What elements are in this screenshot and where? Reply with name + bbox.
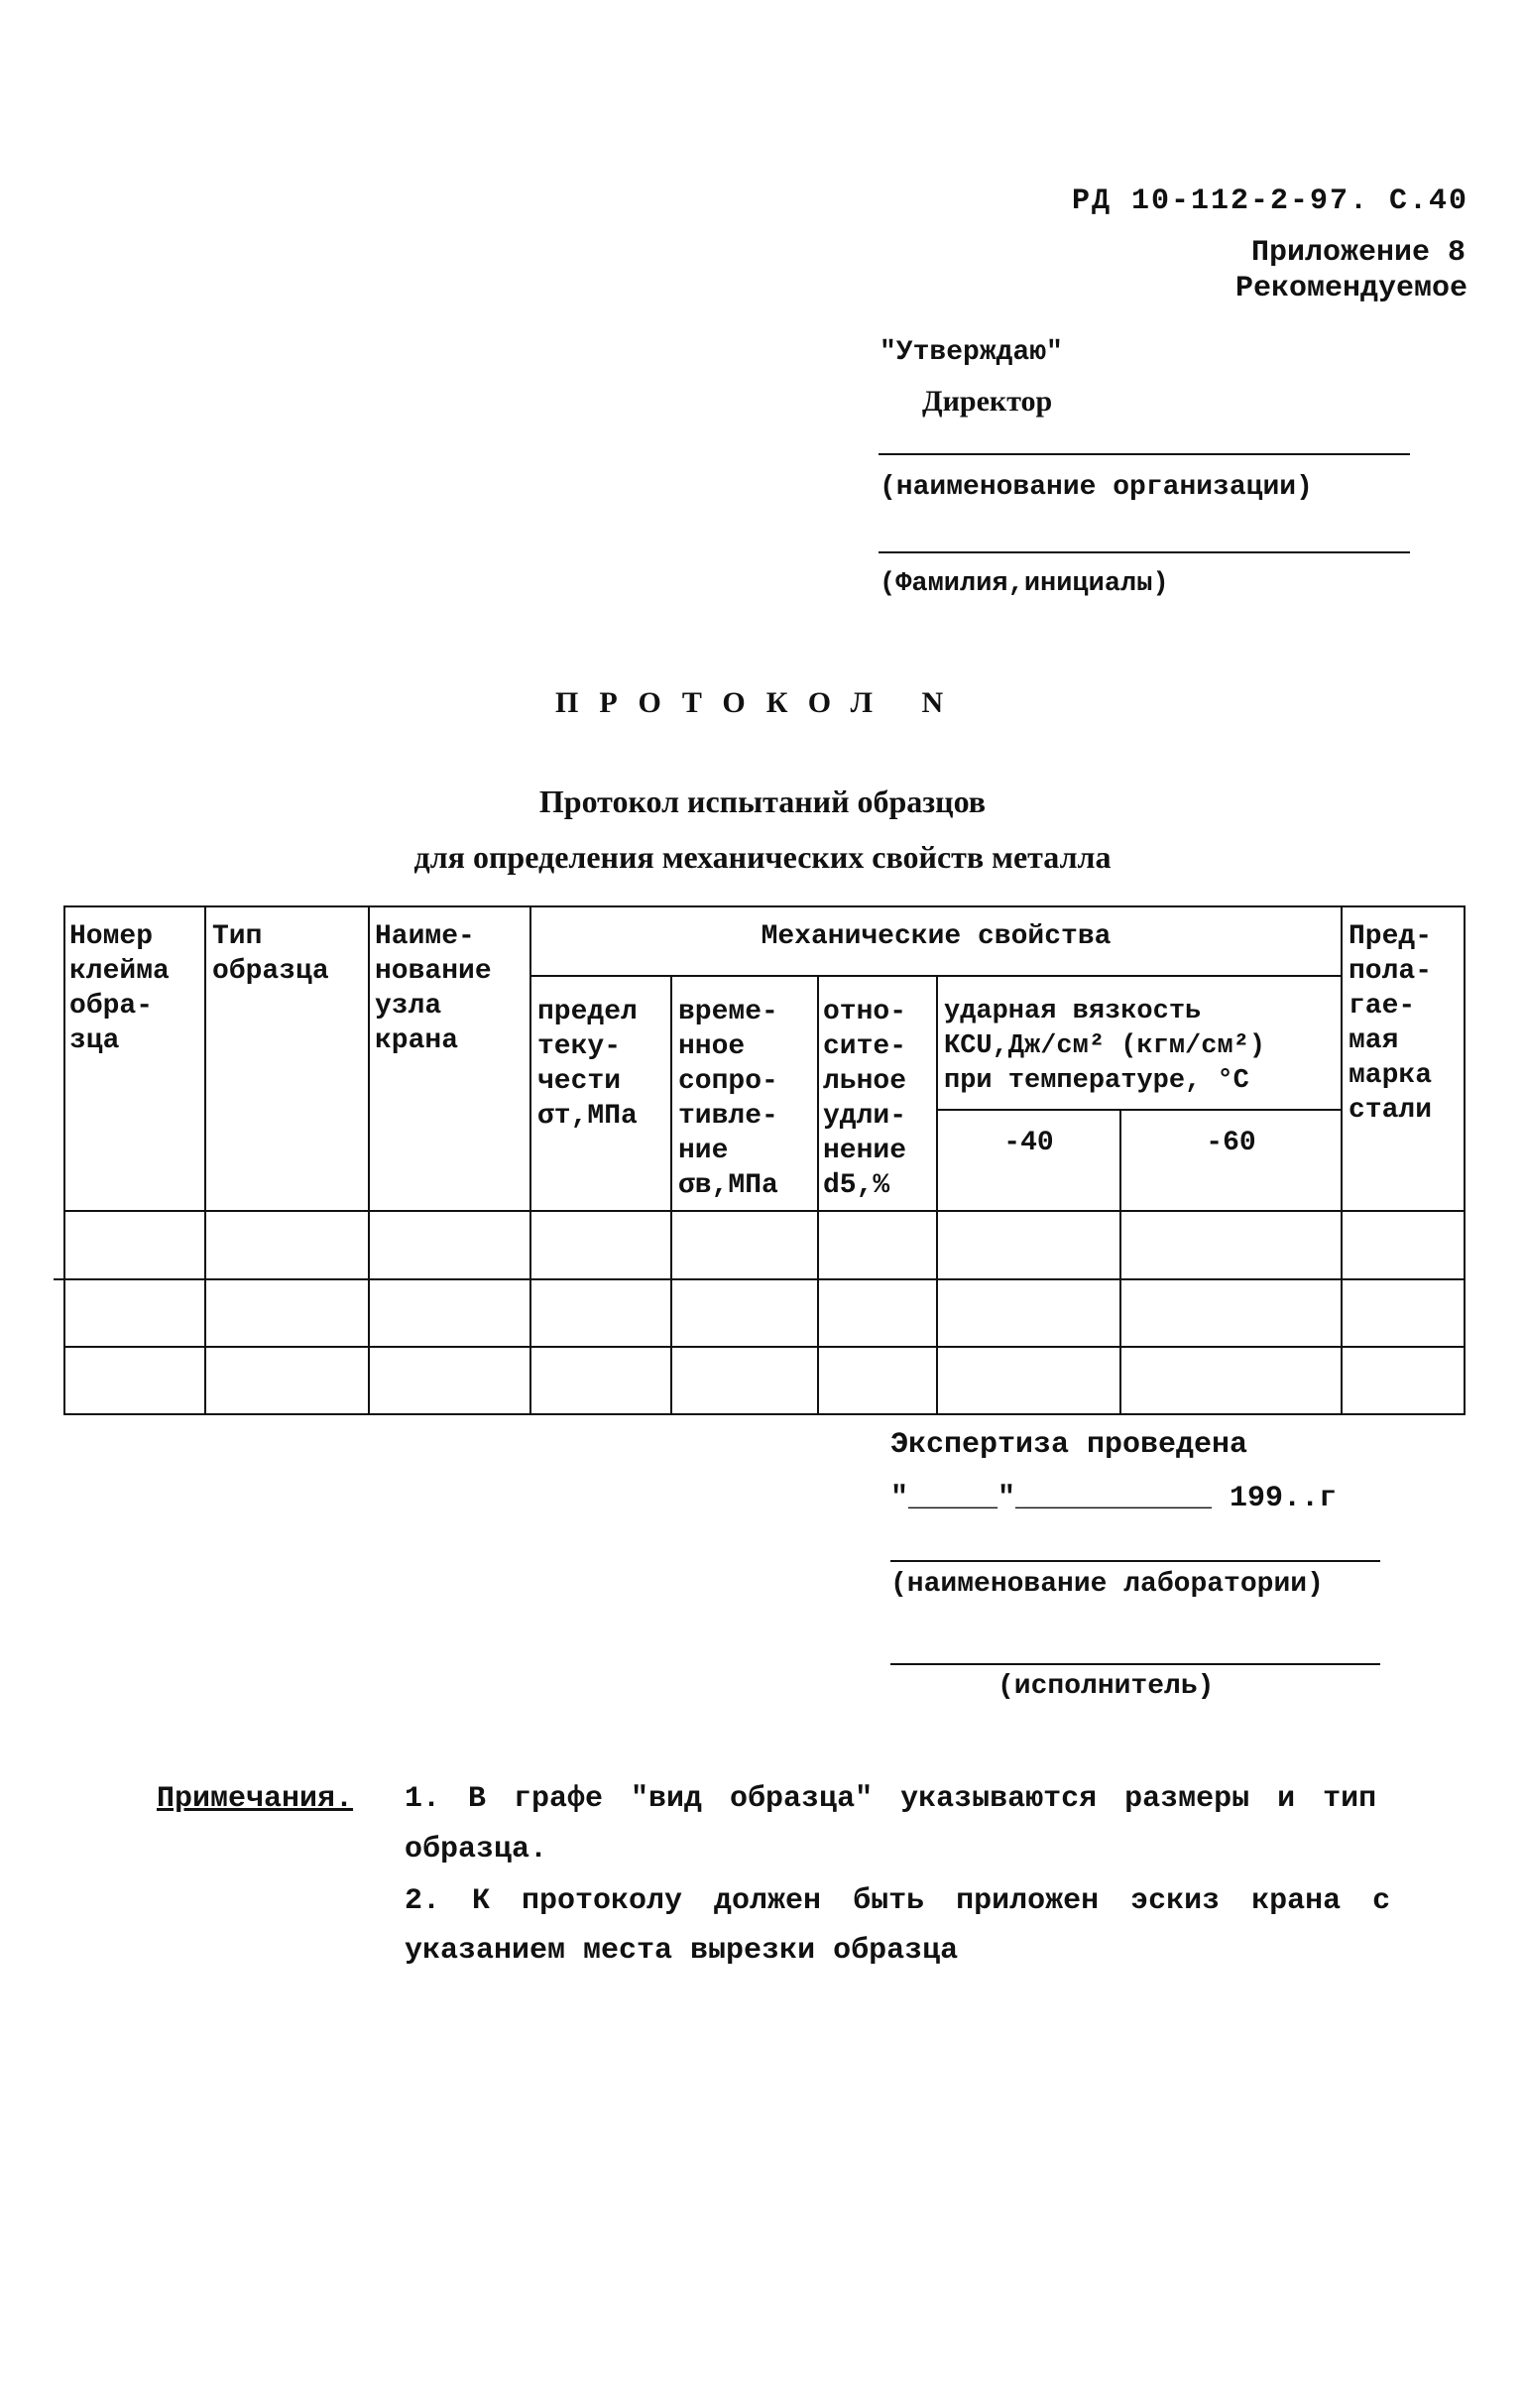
col-divider [204,905,206,1415]
header-temp-minus-60: -60 [1206,1128,1256,1158]
temperature-divider [936,1109,1341,1111]
recommended-label: Рекомендуемое [1234,272,1467,305]
approve-label: "Утверждаю" [880,337,1063,368]
expertise-title: Экспертиза проведена [890,1428,1248,1462]
name-caption: (Фамилия,инициалы) [880,569,1169,599]
header-impact-toughness: ударная вязкость КСU,Дж/см² (кгм/см²) при температуре, °С [944,997,1266,1096]
header-mark-number: Номер клейма обра- зца [69,921,170,1056]
director-label: Директор [922,385,1053,418]
name-line [879,551,1410,553]
organization-caption: (наименование организации) [880,472,1313,503]
executor-line [890,1663,1380,1665]
row-divider [63,1346,1466,1348]
header-crane-node: Наиме- нование узла крана [375,921,492,1056]
laboratory-caption: (наименование лаборатории) [890,1569,1324,1600]
document-code: РД 10-112-2-97. С.40 [1071,184,1468,218]
protocol-subtitle-2: для определения механических свойств металла [413,839,1112,875]
header-elongation: отно- сите- льное удли- нение d5,% [823,997,907,1201]
header-tensile-strength: време- нное сопро- тивле- ние σв,МПа [678,997,778,1201]
note-2: 2. К протоколу должен быть приложен эскиз крана с [405,1884,1391,1918]
laboratory-line [890,1560,1380,1562]
note-1: 1. В графе "вид образца" указываются размеры и тип [405,1782,1377,1816]
header-mechanical-properties: Механические свойства [761,921,1112,952]
organization-line [879,453,1410,455]
header-divider [63,1210,1466,1212]
mech-group-divider [529,975,1341,977]
col-divider [368,905,370,1415]
col-divider [817,975,819,1415]
col-divider [1341,905,1343,1415]
col-divider [529,905,531,1415]
note-2-continuation: указанием места вырезки образца [405,1934,959,1968]
mechanical-properties-table [63,905,1466,1415]
header-sample-type: Тип образца [212,921,329,987]
notes-label: Примечания. [157,1782,354,1816]
appendix-label: Приложение 8 [1250,236,1466,270]
row-divider [54,1278,1466,1280]
col-divider [936,975,938,1415]
protocol-title: ПРОТОКОЛ N [555,686,965,719]
executor-caption: (исполнитель) [997,1671,1215,1702]
header-steel-grade: Пред- пола- гае- мая марка стали [1349,921,1433,1126]
expertise-date: "_____"___________ 199..г [890,1482,1338,1515]
header-temp-minus-40: -40 [1003,1128,1054,1158]
header-yield-strength: предел теку- чести σт,МПа [537,997,638,1132]
note-1-continuation: образца. [405,1833,548,1866]
protocol-subtitle-1: Протокол испытаний образцов [538,783,987,819]
col-divider [670,975,672,1415]
